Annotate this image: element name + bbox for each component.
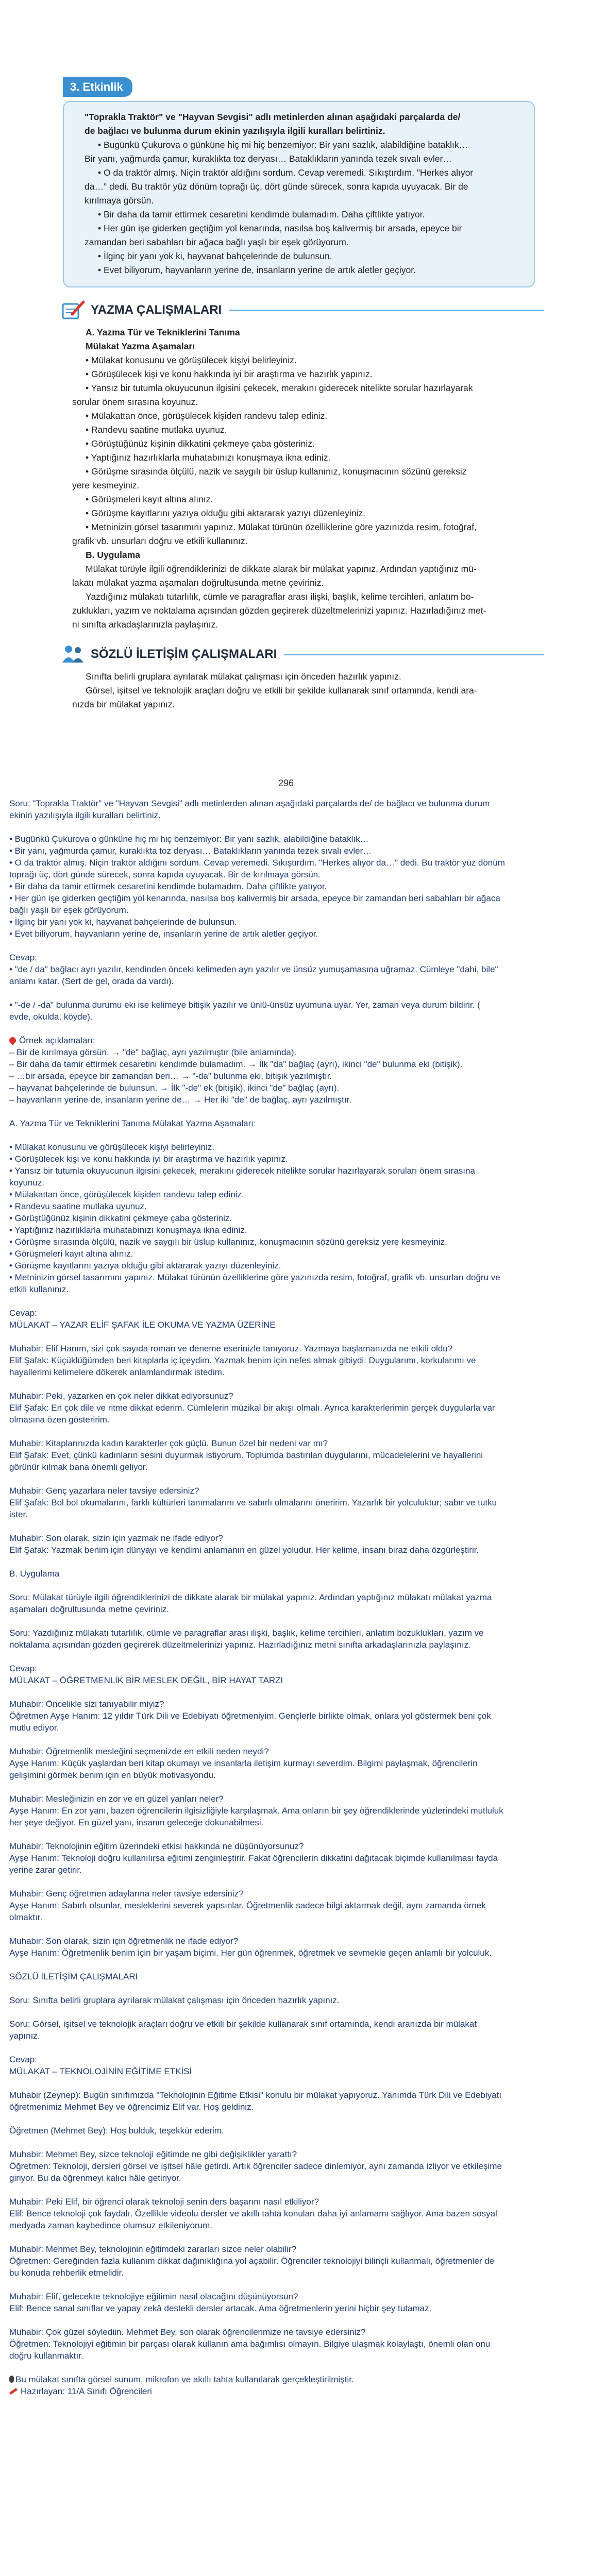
text-line: [9, 1888, 597, 1900]
text-line: [9, 1793, 597, 1805]
paragraph-gap: [9, 940, 597, 952]
text-line-content: Ayşe Hanım: En zor yanı, bazen öğrencilerin ilgisizliğiyle karşılaşmak. Ama onların bir şey öğrendiklerinde yüzlerindeki mutluluk: [9, 1806, 503, 1816]
writing-line: • Yaptığınız hazırlıklarla muhatabınızı konuşmaya ikna ediniz.: [86, 452, 331, 463]
text-line-content: Öğretmen: Teknoloji, dersleri görsel ve işitsel hâle getirdi. Artık öğrenciler sadece dinlemiyor, aynı zamanda izliyor ve etkileşime: [9, 2161, 502, 2171]
writing-line: lakatı mülakat yazma aşamaları doğrultusunda metne çeviriniz.: [72, 578, 324, 588]
text-line-content: • Görüşme sırasında ölçülü, nazik ve saygılı bir üslup kullanınız, konuşmacının sözünü gereksiz yere kesmeyiniz.: [9, 1237, 447, 1247]
pin-icon: [8, 1036, 17, 1045]
paragraph-gap: [9, 987, 597, 999]
writing-line: Yazdığınız mülakatı tutarlılık, cümle ve paragraflar arası ilişki, başlık, kelime tercihleri, anlatım bo-: [86, 591, 474, 602]
text-line-content: Muhabir: Son olarak, sizin için yazmak ne ifade ediyor?: [9, 1533, 223, 1543]
text-line-content: öğretmenimiz Mehmet Bey ve öğrencimiz Elif var. Hoş geldiniz.: [9, 2102, 254, 2112]
text-line-content: doğru kullanmaktır.: [9, 2351, 83, 2361]
text-line: [9, 2089, 597, 2101]
paragraph-gap: [9, 1651, 597, 1663]
text-line: [9, 1200, 597, 1212]
text-line: [9, 1283, 597, 1295]
text-line-content: Örnek açıklamaları:: [19, 1036, 95, 1045]
text-line-content: aşamaları doğrultusunda metne çeviriniz.: [9, 1604, 169, 1614]
text-line-content: mutlu ediyor.: [9, 1723, 59, 1733]
activity-line: • Bir daha da tamir ettirmek cesaretini kendimde bulamadım. Daha çiftlikte yatıyor.: [98, 209, 425, 219]
text-line: [9, 1757, 597, 1769]
text-line: [9, 1591, 597, 1603]
text-line-content: Muhabir: Elif, gelecekte teknolojiye eğitimin nasıl olacağını düşünüyorsun?: [9, 2292, 298, 2301]
text-line-content: MÜLAKAT – TEKNOLOJİNİN EĞİTİME ETKİSİ: [9, 2066, 192, 2076]
text-line: [9, 2302, 597, 2314]
speaking-section-body: [52, 666, 546, 711]
text-line-content: Cevap:: [9, 953, 37, 962]
text-line-content: – hayvanların yerine de, insanların yerine de… → Her iki "de" de bağlaç, ayrı yazılmıştır.: [9, 1095, 352, 1105]
text-line: [9, 952, 597, 963]
paragraph-gap: [9, 1734, 597, 1745]
text-line-content: Muhabir: Mesleğinizin en zor ve en güzel yanları neler?: [9, 1794, 224, 1804]
text-line: [9, 1639, 597, 1651]
text-line-content: MÜLAKAT – YAZAR ELİF ŞAFAK İLE OKUMA VE YAZMA ÜZERİNE: [9, 1320, 276, 1330]
text-line-content: Cevap:: [9, 1664, 37, 1673]
text-line-content: • Görüşmeleri kayıt altına alınız.: [9, 1249, 133, 1259]
text-line: [9, 1319, 597, 1331]
text-line-content: B. Uygulama: [9, 1569, 60, 1579]
writing-section-title: YAZMA ÇALIŞMALARI: [91, 303, 222, 317]
text-line: [9, 2065, 597, 2077]
activity-line: • İlginç bir yanı yok ki, hayvanat bahçelerinde de bulunsun.: [98, 251, 332, 261]
text-line: [9, 1971, 597, 1982]
text-line: [9, 2385, 597, 2397]
text-line: [9, 1544, 597, 1556]
text-line: [9, 1272, 597, 1283]
paragraph-gap: [9, 1473, 597, 1485]
text-line-content: • Her gün işe giderken geçtiğim yol kenarında, nasılsa boş kalivermiş bir arsada, epeyce bir zamandan beri sabahları bir ağaca: [9, 893, 500, 903]
text-line: [9, 1947, 597, 1959]
paragraph-gap: [9, 2137, 597, 2148]
text-line: [9, 2255, 597, 2267]
text-line: [9, 2374, 597, 2385]
text-line-content: Elif Şafak: Küçüklüğümden beri kitaplarla iç içeydim. Yazmak benim için nefes almak gibiydi. Duygularımı, korkularımı ve: [9, 1355, 476, 1365]
text-line: [9, 1117, 597, 1129]
text-line-content: Elif Şafak: Evet, çünkü kadınların sesini duyurmak istiyorum. Toplumda bastırılan duygularını, mücadelelerini ve hayallerini: [9, 1450, 483, 1460]
writing-line: • Mülakattan önce, görüşülecek kişiden randevu talep ediniz.: [86, 411, 328, 421]
text-line: [9, 2160, 597, 2172]
text-line-content: Soru: "Toprakla Traktör" ve "Hayvan Sevgisi" adlı metinlerden alınan aşağıdaki parçalarda de/ de bağlacı ve bulunma durum: [9, 799, 490, 808]
activity-line: Bir yanı, yağmurda çamur, kuraklıkta toz deryası… Bataklıkların yanında tezek sıvalı evler…: [85, 154, 452, 164]
text-line: [9, 1094, 597, 1106]
text-line: [9, 1994, 597, 2006]
text-line: [9, 1627, 597, 1639]
text-line: [9, 1852, 597, 1864]
text-line-content: Ayşe Hanım: Sabırlı olsunlar, mesleklerini severek yapsınlar. Öğretmenlik sadece bilgi aktarmak değil, aynı zamanda örnek: [9, 1901, 486, 1910]
paragraph-gap: [9, 1378, 597, 1390]
page-number: 296: [278, 778, 294, 788]
activity-box: [63, 101, 535, 287]
paragraph-gap: [9, 2279, 597, 2291]
writing-line: • Mülakat konusunu ve görüşülecek kişiyi belirleyiniz.: [86, 355, 297, 365]
text-line: [9, 1366, 597, 1378]
text-line: [9, 1840, 597, 1852]
paragraph-gap: [9, 2362, 597, 2374]
text-line-content: Muhabir: Peki Elif, bir öğrenci olarak teknoloji senin ders başarını nasıl etkiliyor?: [9, 2197, 319, 2207]
text-line-content: yapınız.: [9, 2031, 40, 2041]
paragraph-gap: [9, 1615, 597, 1627]
paragraph-gap: [9, 2113, 597, 2125]
text-line: [9, 963, 597, 975]
text-line: [9, 1698, 597, 1710]
text-line-content: Muhabir: Mehmet Bey, teknolojinin eğitimdeki zararları sizce neler olabilir?: [9, 2244, 297, 2254]
paragraph-gap: [9, 2042, 597, 2054]
text-line: [9, 2125, 597, 2137]
text-line: [9, 1011, 597, 1023]
text-line-content: Muhabir: Öncelikle sizi tanıyabilir miyiz?: [9, 1699, 164, 1709]
paragraph-gap: [9, 2184, 597, 2196]
text-line-content: Soru: Yazdığınız mülakatı tutarlılık, cümle ve paragraflar arası ilişki, başlık, kelime tercihleri, anlatım bozuklukları, yazım ve: [9, 1628, 484, 1638]
text-line: [9, 1035, 597, 1046]
text-line-content: A. Yazma Tür ve Tekniklerini Tanıma Mülakat Yazma Aşamaları:: [9, 1118, 256, 1128]
text-line-content: • Yansız bir tutumla okuyucunun ilgisini çekecek, merakını giderecek nitelikte sorular hazırlayarak soruları önem sırasına: [9, 1166, 475, 1176]
text-line-content: Öğretmen (Mehmet Bey): Hoş bulduk, teşekkür ederim.: [9, 2126, 224, 2136]
text-line-content: Elif Şafak: En çok dile ve ritme dikkat ederim. Cümlelerin müzikal bir akışı olmalı. Ayrıca karakterlerimin gerçek duygularla var: [9, 1403, 495, 1413]
text-line: [9, 1248, 597, 1260]
text-line-content: olmaktır.: [9, 1912, 43, 1922]
writing-line: • Görüşülecek kişi ve konu hakkında iyi bir araştırma ve hazırlık yapınız.: [86, 369, 373, 379]
paragraph-gap: [9, 1580, 597, 1591]
text-line: [9, 1745, 597, 1757]
paragraph-gap: [9, 1106, 597, 1117]
text-line-content: – …bir arsada, epeyce bir zamandan beri… → "-da" bulunma eki, bitişik yazılmıştır.: [9, 1071, 332, 1081]
activity-line: • Evet biliyorum, hayvanların yerine de, insanların yerine de artık aletler geçiyor.: [98, 265, 416, 275]
text-line-content: • Yaptığınız hazırlıklarla muhatabınızı konuşmaya ikna ediniz.: [9, 1225, 247, 1235]
paragraph-gap: [9, 2006, 597, 2018]
writing-line: ni sınıfta arkadaşlarınızla paylaşınız.: [72, 619, 218, 630]
activity-line: zamandan beri sabahları bir ağaca bağlı yaşlı bir eşek görüyorum.: [85, 237, 349, 247]
text-line-content: • Bir daha da tamir ettirmek cesaretini kendimde bulamadım. Daha çiftlikte yatıyor.: [9, 882, 327, 891]
text-line: [9, 1935, 597, 1947]
paragraph-gap: [9, 1982, 597, 1994]
text-line-content: • Randevu saatine mutlaka uyunuz.: [9, 1201, 147, 1211]
text-line-content: Muhabir: Peki, yazarken en çok neler dikkat ediyorsunuz?: [9, 1391, 233, 1401]
text-line: [9, 2208, 597, 2219]
text-line-content: giriyor. Bu da öğrenmeyi kalıcı hâle getiriyor.: [9, 2173, 181, 2183]
writing-line: • Randevu saatine mutlaka uyunuz.: [86, 425, 227, 435]
text-line-content: Ayşe Hanım: Küçük yaşlardan beri kitap okumayı ve insanlarla iletişim kurmayı severdim. Bilgimi paylaşmak, öğrencilerin: [9, 1758, 478, 1768]
paragraph-gap: [9, 1781, 597, 1793]
text-line: [9, 1722, 597, 1734]
text-line-content: • Görüşülecek kişi ve konu hakkında iyi bir araştırma ve hazırlık yapınız.: [9, 1154, 288, 1164]
text-line: [9, 1058, 597, 1070]
writing-line: sorular önem sırasına koyunuz.: [72, 397, 198, 407]
text-line: [9, 1449, 597, 1461]
paragraph-gap: [9, 1686, 597, 1698]
text-line-content: Muhabir (Zeynep): Bugün sınıfımızda "Teknolojinin Eğitime Etkisi" konulu bir mülakat yapıyoruz. Yanımda Türk Dili ve Edebiyatı: [9, 2090, 502, 2100]
text-line-content: • Görüşme kayıtlarını yazıya olduğu gibi aktararak yazıyı düzenleyiniz.: [9, 1261, 281, 1270]
writing-line: zuklukları, yazım ve noktalama açısından gözden geçirerek düzeltmelerinizi yapınız. Hazırladığınız met-: [72, 605, 486, 616]
text-line: [9, 1663, 597, 1674]
text-line-content: medyada zaman kaybedince olumsuz etkileniyorum.: [9, 2221, 213, 2230]
text-line: [9, 2101, 597, 2113]
text-line-content: Soru: Görsel, işitsel ve teknolojik araçları doğru ve etkili bir şekilde kullanarak sınıf ortamında, kendi aranızda bir mülakat: [9, 2019, 477, 2029]
text-line-content: Muhabir: Son olarak, sizin için öğretmenlik ne ifade ediyor?: [9, 1936, 239, 1946]
activity-line: da…" dedi. Bu traktör yüz dönüm toprağı üç, dört günde sürecek, sonra kapıda uyuyacak. Bir de: [85, 181, 468, 192]
text-line: [9, 880, 597, 892]
text-line-content: – hayvanat bahçelerinde de bulunsun. → İlk "-de" ek (bitişik), ikinci "de" bağlaç (ayrı).: [9, 1083, 340, 1093]
text-line-content: SÖZLÜ İLETİŞİM ÇALIŞMALARI: [9, 1972, 138, 1981]
text-line: [9, 1900, 597, 1911]
paragraph-gap: [9, 1923, 597, 1935]
text-line: [9, 2326, 597, 2338]
text-line: [9, 928, 597, 940]
speaking-section-header: [61, 643, 546, 666]
paragraph-gap: [9, 1426, 597, 1437]
text-line: [9, 1497, 597, 1509]
writing-line: Mülakat türüyle ilgili öğrendiklerinizi de dikkate alarak bir mülakat yapınız. Ardından yaptığınız mü-: [86, 564, 477, 574]
text-line-content: MÜLAKAT – ÖĞRETMENLİK BİR MESLEK DEĞİL, BİR HAYAT TARZI: [9, 1675, 283, 1685]
text-line-content: • İlginç bir yanı yok ki, hayvanat bahçelerinde de bulunsun.: [9, 917, 237, 927]
text-line-content: Soru: Mülakat türüyle ilgili öğrendiklerinizi de dikkate alarak bir mülakat yapınız. Ardından yaptığınız mülakatı mülakat yazma: [9, 1592, 492, 1602]
text-line-content: Bu mülakat sınıfta görsel sunum, mikrofon ve akıllı tahta kullanılarak gerçekleştirilmiştir.: [15, 2375, 354, 2384]
writing-section-body: [52, 321, 546, 632]
text-line-content: her şeye değiyor. En güzel yanı, insanın geleceğe dokunabilmesi.: [9, 1818, 264, 1827]
text-line-content: • O da traktör almış. Niçin traktör aldığını sordum. Cevap veremedi. Sıkıştırdım. "Herkes alıyor da…" dedi. Bu traktör yüz dönüm: [9, 858, 505, 868]
text-line-content: noktalama açısından gözden geçirerek düzeltmelerinizi yapınız. Hazırladığınız metni sınıfta arkadaşlarınızla paylaşınız.: [9, 1640, 471, 1650]
text-line-content: Muhabir: Genç öğretmen adaylarına neler tavsiye edersiniz?: [9, 1889, 244, 1899]
paragraph-gap: [9, 1556, 597, 1568]
text-line-content: • "de / da" bağlacı ayrı yazılır, kendinden önceki kelimeden ayrı yazılır ve ünsüz yumuşamasına uğramaz. Cümleye "dahi, bile": [9, 964, 498, 974]
text-line-content: bu konuda rehberlik etmelidir.: [9, 2268, 124, 2278]
paragraph-gap: [9, 1129, 597, 1141]
text-line-content: • Görüştüğünüz kişinin dikkatini çekmeye çaba gösteriniz.: [9, 1213, 232, 1223]
text-line: [9, 1437, 597, 1449]
text-line: [9, 2350, 597, 2362]
text-line-content: • Bugünkü Çukurova o günküne hiç mi hiç benzemiyor: Bir yanı sazlık, alabildiğine bataklık…: [9, 834, 369, 844]
text-line: [9, 2054, 597, 2065]
writing-line: • Yansız bir tutumla okuyucunun ilgisini çekecek, merakını giderecek nitelikte sorular hazırlayarak: [86, 383, 473, 393]
activity-line: de bağlacı ve bulunma durum ekinin yazılışıyla ilgili kuralları belirtiniz.: [85, 126, 385, 136]
speaking-section-title: SÖZLÜ İLETİŞİM ÇALIŞMALARI: [91, 647, 277, 661]
textbook-page-scan: [52, 77, 546, 793]
text-line: [9, 1046, 597, 1058]
paragraph-gap: [9, 1520, 597, 1532]
text-line: [9, 1864, 597, 1876]
text-line-content: Öğretmen: Gereğinden fazla kullanım dikkat dağınıklığına yol açabilir. Öğrenciler teknolojiyi bilinçli kullanmalı, öğretmenler de: [9, 2256, 495, 2266]
text-line: [9, 857, 597, 869]
paragraph-gap: [9, 2231, 597, 2243]
text-line-content: Hazırlayan: 11/A Sınıfı Öğrencileri: [21, 2386, 152, 2396]
text-line-content: • Mülakattan önce, görüşülecek kişiden randevu talep ediniz.: [9, 1190, 244, 1199]
paragraph-gap: [9, 1828, 597, 1840]
writing-line: B. Uygulama: [86, 550, 140, 560]
text-line: [9, 2030, 597, 2042]
paragraph-gap: [9, 821, 597, 833]
text-line-content: Ayşe Hanım: Öğretmenlik benim için bir yaşam biçimi. Her gün öğrenmek, öğretmek ve sevmekle geçen anlamlı bir yolculuk.: [9, 1948, 492, 1958]
paragraph-gap: [9, 1876, 597, 1888]
text-line: [9, 798, 597, 809]
text-line: [9, 2243, 597, 2255]
text-line: [9, 2219, 597, 2231]
writing-line: Mülakat Yazma Aşamaları: [86, 341, 195, 351]
text-line: [9, 1189, 597, 1200]
text-line: [9, 2148, 597, 2160]
text-line-content: – Bir daha da tamir ettirmek cesaretini kendimde bulamadım. → İlk "da" bağlaç (ayrı), ikinci "de" bulunma eki (bitişik).: [9, 1059, 463, 1069]
text-line: [9, 1817, 597, 1828]
text-line-content: Muhabir: Mehmet Bey, sizce teknoloji eğitimde ne gibi değişiklikler yarattı?: [9, 2149, 297, 2159]
writing-line: • Metninizin görsel tasarımını yapınız. Mülakat türünün özelliklerine göre yazınızda resim, fotoğraf,: [86, 522, 477, 532]
text-line: [9, 975, 597, 987]
section-divider: [284, 654, 544, 655]
text-line-content: Öğretmen Ayşe Hanım: 12 yıldır Türk Dili ve Edebiyatı öğretmeniyim. Gençlerle birlikte olmak, onlara yol göstermek beni çok: [9, 1711, 491, 1721]
text-line: [9, 1509, 597, 1520]
text-line-content: hayallerimi kelimelere dökerek anlamlandırmak istedim.: [9, 1367, 225, 1377]
text-line: [9, 904, 597, 916]
text-line: [9, 1414, 597, 1426]
text-line-content: Elif: Bence sanal sınıflar ve yapay zekâ destekli dersler artacak. Ama öğretmenlerin yerini hiçbir şey tutamaz.: [9, 2303, 432, 2313]
text-line: [9, 1390, 597, 1402]
paragraph-gap: [9, 1295, 597, 1307]
text-line: [9, 999, 597, 1011]
text-line: [9, 892, 597, 904]
text-line-content: Muhabir: Teknolojinin eğitim üzerindeki etkisi hakkında ne düşünüyorsunuz?: [9, 1841, 304, 1851]
text-line: [9, 916, 597, 928]
activity-line: • O da traktör almış. Niçin traktör aldığını sordum. Cevap veremedi. Sıkıştırdım. "Herkes alıyor: [98, 167, 474, 178]
text-line: [9, 1224, 597, 1236]
section-divider: [229, 310, 544, 311]
speaking-line: nızda bir mülakat yapınız.: [72, 699, 175, 709]
text-line-content: Elif: Bence teknoloji çok faydalı. Özellikle videolu dersler ve akıllı tahta konuları daha iyi anlamamı sağlıyor. Ama bazen sosyal: [9, 2209, 497, 2218]
text-line-content: Muhabir: Çok güzel söylediin. Mehmet Bey, son olarak öğrencilerimize ne tavsiye edersiniz?: [9, 2327, 366, 2337]
writing-line: A. Yazma Tür ve Tekniklerini Tanıma: [86, 327, 240, 337]
writing-line: grafik vb. unsurları doğru ve etkili kullanınız.: [72, 536, 248, 546]
text-line-content: gelişimini görmek benim için en büyük motivasyondu.: [9, 1770, 216, 1780]
text-line: [9, 1070, 597, 1082]
text-line: [9, 1710, 597, 1722]
text-line: [9, 1177, 597, 1189]
text-line: [9, 2172, 597, 2184]
text-line-content: evde, okulda, köyde).: [9, 1012, 93, 1022]
paragraph-gap: [9, 1023, 597, 1035]
text-line: [9, 1354, 597, 1366]
text-line: [9, 1165, 597, 1177]
text-line: [9, 1769, 597, 1781]
text-line: [9, 1153, 597, 1165]
text-line: [9, 2267, 597, 2279]
text-line-content: • Mülakat konusunu ve görüşülecek kişiyi belirleyiniz.: [9, 1142, 215, 1152]
paragraph-gap: [9, 1959, 597, 1971]
mic-icon: [9, 2376, 14, 2383]
text-line: [9, 1485, 597, 1497]
text-line: [9, 1911, 597, 1923]
text-line-content: Muhabir: Elif Hanım, sizi çok sayıda roman ve deneme eserinizle tanıyoruz. Yazmaya başlamanızda ne etkili oldu?: [9, 1344, 453, 1353]
text-line-content: Elif Şafak: Bol bol okumalarını, farklı kültürleri tanımalarını ve sabırlı olmalarını öneririm. Yazarlık bir yolculuktur; sabır ve tutku: [9, 1498, 497, 1507]
text-line: [9, 1568, 597, 1580]
paragraph-gap: [9, 1331, 597, 1343]
text-line-content: Öğretmen: Teknolojiyi eğitimin bir parçası olarak kullanın ama bağımlısı olmayın. Bilgiye ulaşmak kolaylaştı, önemli olan onu: [9, 2339, 491, 2349]
writing-notebook-icon: [61, 299, 86, 321]
text-line: [9, 833, 597, 845]
text-line-content: Elif Şafak: Yazmak benim için dünyayı ve kendimi anlamanın en güzel yoludur. Her kelime, insanı biraz daha özgürleştirir.: [9, 1545, 479, 1555]
text-line-content: • Evet biliyorum, hayvanların yerine de, insanların yerine de artık aletler geçiyor.: [9, 929, 318, 939]
text-line: [9, 1082, 597, 1094]
text-line: [9, 1603, 597, 1615]
text-line-content: etkili kullanınız.: [9, 1284, 69, 1294]
text-line-content: anlamı katar. (Sert de gel, orada da vardı).: [9, 976, 174, 986]
text-line-content: bağlı yaşlı bir eşek görüyorum.: [9, 905, 129, 915]
text-line: [9, 869, 597, 880]
text-line-content: toprağı üç, dört günde sürecek, sonra kapıda uyuyacak. Bir de kırılmaya görsün.: [9, 870, 321, 879]
text-line: [9, 2018, 597, 2030]
text-line-content: görünür kılmak bana önemli geliyor.: [9, 1462, 148, 1472]
text-line: [9, 809, 597, 821]
text-line-content: ister.: [9, 1510, 28, 1519]
writing-line: • Görüşme sırasında ölçülü, nazik ve saygılı bir üslup kullanınız, konuşmacının sözünü gereksiz: [86, 466, 467, 477]
text-line-content: Cevap:: [9, 1308, 37, 1318]
text-line-content: • Metninizin görsel tasarımını yapınız. Mülakat türünün özelliklerine göre yazınızda resim, fotoğraf, grafik vb. unsurları doğru ve: [9, 1273, 500, 1282]
text-line-content: – Bir de kırılmaya görsün. → "de" bağlaç, ayrı yazılmıştır (bile anlamında).: [9, 1047, 297, 1057]
writing-section-header: [61, 299, 546, 321]
text-line: [9, 1236, 597, 1248]
text-line: [9, 1805, 597, 1817]
text-line: [9, 2291, 597, 2302]
text-line-content: • Bir yanı, yağmurda çamur, kuraklıkta toz deryası… Bataklıkların yanında tezek sıvalı evler…: [9, 846, 372, 856]
text-line-content: Ayşe Hanım: Teknoloji doğru kullanılırsa eğitimi zenginleştirir. Fakat öğrencilerin dikkatini dağıtacak biçimde kullanılması fayda: [9, 1853, 498, 1863]
text-line-content: Muhabir: Kitaplarınızda kadın karakterler çok güçlü. Bunun özel bir nedeni var mı?: [9, 1438, 328, 1448]
text-line-content: ekinin yazılışıyla ilgili kuralları belirtiniz.: [9, 810, 161, 820]
writing-line: • Görüşme kayıtlarını yazıya olduğu gibi aktararak yazıyı düzenleyiniz.: [86, 508, 366, 518]
text-line: [9, 1260, 597, 1272]
writing-line: yere kesmeyiniz.: [72, 480, 140, 490]
text-line: [9, 2338, 597, 2350]
text-line: [9, 845, 597, 857]
pen-icon: [9, 2388, 18, 2395]
activity-line: kırılmaya görsün.: [85, 195, 154, 206]
text-line: [9, 1343, 597, 1354]
text-line: [9, 1674, 597, 1686]
paragraph-gap: [9, 2077, 597, 2089]
text-line: [9, 1307, 597, 1319]
text-line-content: Soru: Sınıfta belirli gruplara ayrılarak mülakat çalışması için önceden hazırlık yapınız.: [9, 1995, 340, 2005]
text-line-content: Cevap:: [9, 2055, 37, 2064]
speaking-people-icon: [61, 643, 86, 666]
text-line: [9, 1461, 597, 1473]
text-line-content: koyunuz.: [9, 1178, 45, 1188]
writing-line: • Görüşmeleri kayıt altına alınız.: [86, 494, 213, 504]
speaking-line: Sınıfta belirli gruplara ayrılarak mülakat çalışması için önceden hazırlık yapınız.: [86, 671, 401, 682]
text-line-content: yerine zarar getirir.: [9, 1865, 82, 1875]
text-line-content: Muhabir: Genç yazarlara neler tavsiye edersiniz?: [9, 1486, 199, 1496]
activity-badge: 3. Etkinlik: [63, 77, 132, 97]
activity-line: • Her gün işe giderken geçtiğim yol kenarında, nasılsa boş kalivermiş bir arsada, epeyce bir: [98, 223, 462, 233]
text-line-content: • "-de / -da" bulunma durumu eki ise kelimeye bitişik yazılır ve ünlü-ünsüz uyumuna uyar. Yer, zaman veya durum bildirir. (: [9, 1000, 480, 1010]
answer-text: [9, 798, 597, 2397]
text-line: [9, 1402, 597, 1414]
paragraph-gap: [9, 2314, 597, 2326]
activity-line: • Bugünkü Çukurova o günküne hiç mi hiç benzemiyor: Bir yanı sazlık, alabildiğine bataklık…: [98, 140, 468, 150]
text-line: [9, 2196, 597, 2208]
text-line-content: olmasına özen gösteririm.: [9, 1415, 110, 1425]
text-line-content: Muhabir: Öğretmenlik mesleğini seçmenizde en etkili neden neydi?: [9, 1747, 269, 1756]
activity-line: "Toprakla Traktör" ve "Hayvan Sevgisi" adlı metinlerden alınan aşağıdaki parçalarda de/: [85, 112, 461, 122]
text-line: [9, 1212, 597, 1224]
text-line: [9, 1532, 597, 1544]
speaking-line: Görsel, işitsel ve teknolojik araçları doğru ve etkili bir şekilde kullanarak sınıf ortamında, kendi ara-: [86, 685, 477, 696]
text-line: [9, 1141, 597, 1153]
writing-line: • Görüştüğünüz kişinin dikkatini çekmeye çaba gösteriniz.: [86, 438, 315, 449]
